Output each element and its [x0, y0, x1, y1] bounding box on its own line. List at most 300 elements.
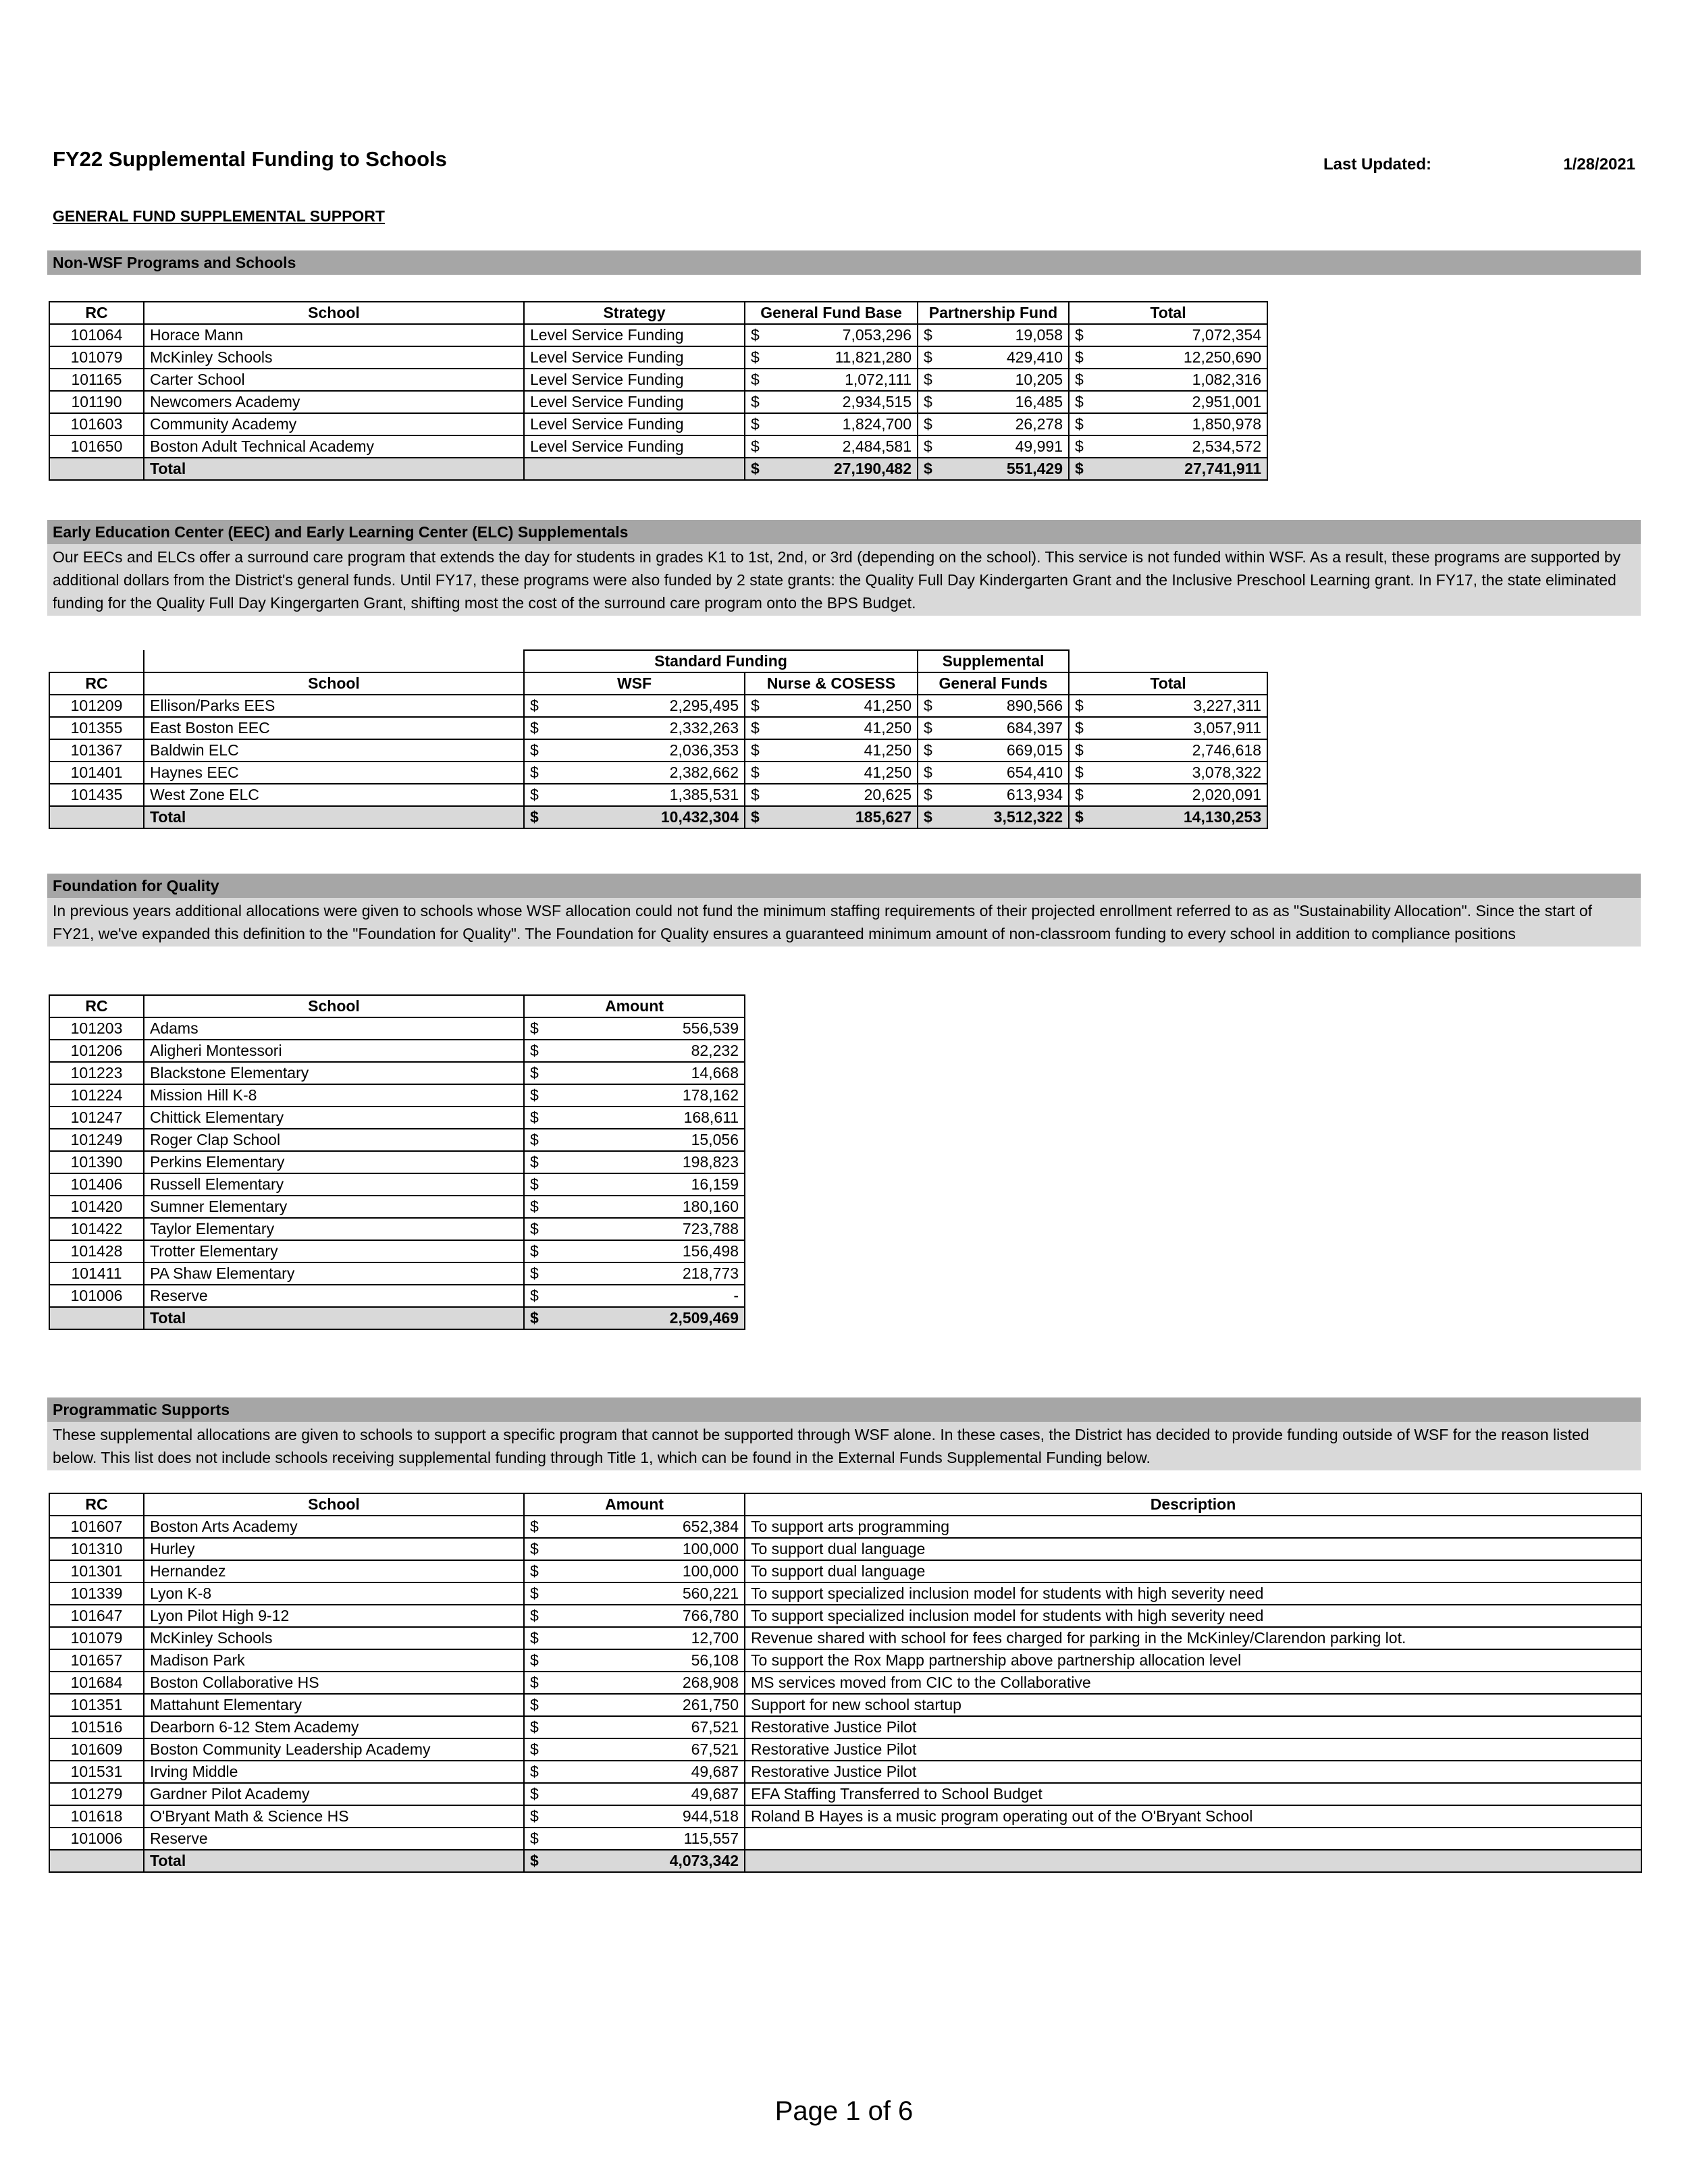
nonwsf-total-row — [49, 458, 1267, 480]
amount-value: 2,746,618 — [1192, 741, 1261, 759]
ffq-cell: Mission Hill K-8 — [144, 1084, 524, 1107]
eec-cell: 101401 — [49, 762, 144, 784]
eec-header-row — [49, 672, 1267, 695]
eec-section-bar: Early Education Center (EEC) and Early Learning Center (ELC) Supplementals — [47, 520, 1641, 544]
table-row — [49, 739, 1267, 762]
amount-value: 56,108 — [691, 1651, 739, 1669]
currency-symbol: $ — [751, 437, 760, 455]
amount-value: 2,295,495 — [669, 697, 739, 714]
amount-value: 1,082,316 — [1192, 371, 1261, 388]
amount-value: 49,687 — [691, 1763, 739, 1780]
currency-symbol: $ — [1075, 808, 1084, 826]
table-row — [49, 1151, 745, 1173]
table-row — [49, 435, 1267, 458]
amount-value: 2,509,469 — [669, 1309, 739, 1327]
nonwsf-cell: Community Academy — [144, 413, 524, 435]
prog-cell: 101310 — [49, 1538, 144, 1560]
eec-group-supplemental: Supplemental — [918, 650, 1069, 672]
prog-cell: Support for new school startup — [745, 1694, 1641, 1716]
section-heading: GENERAL FUND SUPPLEMENTAL SUPPORT — [53, 207, 385, 225]
eec-cell — [1069, 717, 1267, 739]
prog-cell — [524, 1582, 745, 1605]
nonwsf-cell: Horace Mann — [144, 324, 524, 346]
currency-symbol: $ — [751, 326, 760, 344]
prog-cell — [524, 1694, 745, 1716]
amount-value: 67,521 — [691, 1740, 739, 1758]
prog-cell: 101647 — [49, 1605, 144, 1627]
eec-cell — [745, 695, 918, 717]
page-title: FY22 Supplemental Funding to Schools — [53, 147, 447, 171]
currency-symbol: $ — [751, 808, 760, 826]
nonwsf-cell — [918, 369, 1069, 391]
table-row — [49, 1173, 745, 1196]
prog-cell: 101657 — [49, 1649, 144, 1672]
ffq-cell: 101406 — [49, 1173, 144, 1196]
ffq-table — [49, 994, 745, 1330]
table-row — [49, 1783, 1641, 1805]
eec-cell — [49, 806, 144, 828]
amount-value: - — [733, 1287, 739, 1304]
nonwsf-cell: 101064 — [49, 324, 144, 346]
eec-cell: Total — [144, 806, 524, 828]
nonwsf-cell: Level Service Funding — [524, 324, 745, 346]
prog-cell: Dearborn 6-12 Stem Academy — [144, 1716, 524, 1738]
currency-symbol: $ — [1075, 697, 1084, 714]
ffq-cell: Aligheri Montessori — [144, 1040, 524, 1062]
nonwsf-cell: Level Service Funding — [524, 413, 745, 435]
ffq-cell: Taylor Elementary — [144, 1218, 524, 1240]
amount-value: 12,250,690 — [1183, 348, 1261, 366]
prog-cell: Irving Middle — [144, 1761, 524, 1783]
eec-cell: 101435 — [49, 784, 144, 806]
table-row — [49, 1582, 1641, 1605]
prog-cell — [524, 1560, 745, 1582]
currency-symbol: $ — [530, 1718, 539, 1736]
amount-value: 669,015 — [1006, 741, 1063, 759]
ffq-cell: Trotter Elementary — [144, 1240, 524, 1262]
table-row — [49, 1285, 745, 1307]
eec-cell: Haynes EEC — [144, 762, 524, 784]
currency-symbol: $ — [530, 1175, 539, 1193]
eec-col-header: School — [144, 672, 524, 695]
amount-value: 12,700 — [691, 1629, 739, 1647]
ffq-cell: Russell Elementary — [144, 1173, 524, 1196]
table-row — [49, 1040, 745, 1062]
amount-value: 20,625 — [864, 786, 912, 803]
nonwsf-cell — [1069, 458, 1267, 480]
currency-symbol: $ — [530, 1019, 539, 1037]
amount-value: 766,780 — [682, 1607, 739, 1624]
currency-symbol: $ — [1075, 326, 1084, 344]
prog-cell: To support the Rox Mapp partnership above partnership allocation level — [745, 1649, 1641, 1672]
table-row — [49, 1218, 745, 1240]
amount-value: 3,227,311 — [1193, 697, 1261, 714]
prog-cell: Boston Collaborative HS — [144, 1672, 524, 1694]
prog-cell — [524, 1672, 745, 1694]
nonwsf-col-header: Total — [1069, 302, 1267, 324]
ffq-cell — [524, 1017, 745, 1040]
nonwsf-cell — [918, 346, 1069, 369]
eec-description: Our EECs and ELCs offer a surround care program that extends the day for students in grades K1 to 1st, 2nd, or 3rd (depending on the school). This service is not funded within WSF. As a result, these programs are supported by additional dollars from the District's general funds. Until FY17, these programs were also funded by 2 state grants: the Quality Full Day Kindergarten Grant and the Inclusive Preschool Learning grant. In FY17, the state eliminated funding for the Quality Full Day Kingergarten Grant, shifting most the cost of the surround care program onto the BPS Budget. — [47, 544, 1641, 616]
currency-symbol: $ — [924, 719, 932, 737]
amount-value: 944,518 — [682, 1807, 739, 1825]
prog-cell: Hurley — [144, 1538, 524, 1560]
eec-cell — [1069, 762, 1267, 784]
eec-cell: Ellison/Parks EES — [144, 695, 524, 717]
prog-cell: 101279 — [49, 1783, 144, 1805]
amount-value: 14,130,253 — [1183, 808, 1261, 826]
currency-symbol: $ — [924, 371, 932, 388]
currency-symbol: $ — [1075, 460, 1084, 477]
nonwsf-cell — [745, 391, 918, 413]
table-row — [49, 1649, 1641, 1672]
eec-cell — [918, 806, 1069, 828]
nonwsf-cell: Newcomers Academy — [144, 391, 524, 413]
prog-cell: Total — [144, 1850, 524, 1872]
prog-cell — [524, 1716, 745, 1738]
currency-symbol: $ — [530, 1629, 539, 1647]
currency-symbol: $ — [924, 393, 932, 410]
currency-symbol: $ — [530, 1153, 539, 1171]
prog-cell: Hernandez — [144, 1560, 524, 1582]
nonwsf-cell: 101603 — [49, 413, 144, 435]
eec-cell — [918, 762, 1069, 784]
amount-value: 49,991 — [1015, 437, 1063, 455]
ffq-cell — [524, 1151, 745, 1173]
ffq-cell: Reserve — [144, 1285, 524, 1307]
ffq-cell — [524, 1285, 745, 1307]
prog-cell: Revenue shared with school for fees charged for parking in the McKinley/Clarendon parking lot. — [745, 1627, 1641, 1649]
eec-cell — [524, 717, 745, 739]
currency-symbol: $ — [530, 1540, 539, 1557]
amount-value: 2,534,572 — [1192, 437, 1261, 455]
prog-cell — [524, 1649, 745, 1672]
amount-value: 41,250 — [864, 719, 912, 737]
ffq-description: In previous years additional allocations were given to schools whose WSF allocation could not fund the minimum staffing requirements of their projected enrollment referred to as as "Sustainability Allocation". Since the start of FY21, we've expanded this definition to the "Foundation for Quality". The Foundation for Quality ensures a guaranteed minimum amount of non-classroom funding to every school in addition to compliance positions — [47, 898, 1641, 947]
eec-cell — [745, 762, 918, 784]
prog-cell: 101618 — [49, 1805, 144, 1828]
prog-cell: Roland B Hayes is a music program operating out of the O'Bryant School — [745, 1805, 1641, 1828]
currency-symbol: $ — [530, 1696, 539, 1713]
table-row — [49, 1240, 745, 1262]
amount-value: 49,687 — [691, 1785, 739, 1803]
nonwsf-col-header: Partnership Fund — [918, 302, 1069, 324]
prog-cell — [524, 1783, 745, 1805]
currency-symbol: $ — [1075, 348, 1084, 366]
prog-table — [49, 1493, 1642, 1873]
ffq-cell — [524, 1218, 745, 1240]
nonwsf-cell — [745, 458, 918, 480]
table-row — [49, 1062, 745, 1084]
currency-symbol: $ — [530, 1740, 539, 1758]
prog-cell: McKinley Schools — [144, 1627, 524, 1649]
currency-symbol: $ — [751, 764, 760, 781]
currency-symbol: $ — [530, 808, 539, 826]
prog-cell: Madison Park — [144, 1649, 524, 1672]
amount-value: 41,250 — [864, 741, 912, 759]
amount-value: 100,000 — [682, 1562, 739, 1580]
amount-value: 429,410 — [1006, 348, 1063, 366]
eec-cell — [1069, 739, 1267, 762]
ffq-col-header: Amount — [524, 995, 745, 1017]
ffq-total-row — [49, 1307, 745, 1329]
currency-symbol: $ — [530, 1309, 539, 1327]
currency-symbol: $ — [751, 348, 760, 366]
prog-col-header: Description — [745, 1493, 1641, 1516]
nonwsf-cell — [1069, 391, 1267, 413]
currency-symbol: $ — [530, 1220, 539, 1237]
eec-cell — [1069, 695, 1267, 717]
amount-value: 3,057,911 — [1193, 719, 1261, 737]
prog-cell: To support dual language — [745, 1538, 1641, 1560]
prog-col-header: Amount — [524, 1493, 745, 1516]
amount-value: 684,397 — [1006, 719, 1063, 737]
amount-value: 19,058 — [1015, 326, 1063, 344]
prog-cell: 101609 — [49, 1738, 144, 1761]
ffq-cell: Sumner Elementary — [144, 1196, 524, 1218]
amount-value: 652,384 — [682, 1518, 739, 1535]
table-row — [49, 1516, 1641, 1538]
table-row — [49, 1017, 745, 1040]
ffq-cell: 101422 — [49, 1218, 144, 1240]
prog-cell: 101339 — [49, 1582, 144, 1605]
eec-cell: Baldwin ELC — [144, 739, 524, 762]
eec-cell — [745, 739, 918, 762]
amount-value: 268,908 — [682, 1674, 739, 1691]
currency-symbol: $ — [530, 1131, 539, 1148]
ffq-cell: Perkins Elementary — [144, 1151, 524, 1173]
prog-cell: Lyon K-8 — [144, 1582, 524, 1605]
amount-value: 82,232 — [691, 1042, 739, 1059]
ffq-cell: 101247 — [49, 1107, 144, 1129]
currency-symbol: $ — [751, 719, 760, 737]
eec-cell: East Boston EEC — [144, 717, 524, 739]
prog-cell — [524, 1516, 745, 1538]
prog-cell: Boston Community Leadership Academy — [144, 1738, 524, 1761]
amount-value: 3,078,322 — [1192, 764, 1261, 781]
table-row — [49, 1129, 745, 1151]
amount-value: 67,521 — [691, 1718, 739, 1736]
prog-cell: To support arts programming — [745, 1516, 1641, 1538]
amount-value: 178,162 — [682, 1086, 739, 1104]
nonwsf-cell: Carter School — [144, 369, 524, 391]
amount-value: 2,484,581 — [842, 437, 912, 455]
eec-cell — [524, 695, 745, 717]
nonwsf-cell — [49, 458, 144, 480]
amount-value: 185,627 — [855, 808, 912, 826]
eec-cell — [524, 739, 745, 762]
nonwsf-cell — [918, 324, 1069, 346]
eec-cell — [918, 695, 1069, 717]
prog-cell: Restorative Justice Pilot — [745, 1738, 1641, 1761]
amount-value: 10,432,304 — [660, 808, 739, 826]
nonwsf-table — [49, 301, 1268, 481]
currency-symbol: $ — [924, 437, 932, 455]
nonwsf-cell: Level Service Funding — [524, 435, 745, 458]
currency-symbol: $ — [530, 1785, 539, 1803]
eec-cell — [745, 717, 918, 739]
table-row — [49, 717, 1267, 739]
table-row — [49, 1262, 745, 1285]
nonwsf-cell — [1069, 324, 1267, 346]
eec-cell: 101355 — [49, 717, 144, 739]
currency-symbol: $ — [1075, 764, 1084, 781]
table-row — [49, 762, 1267, 784]
prog-cell: To support dual language — [745, 1560, 1641, 1582]
currency-symbol: $ — [1075, 437, 1084, 455]
eec-cell — [524, 784, 745, 806]
nonwsf-cell: Level Service Funding — [524, 346, 745, 369]
amount-value: 15,056 — [691, 1131, 739, 1148]
nonwsf-cell: Level Service Funding — [524, 369, 745, 391]
amount-value: 26,278 — [1015, 415, 1063, 433]
currency-symbol: $ — [530, 1807, 539, 1825]
prog-cell — [524, 1761, 745, 1783]
ffq-cell: 101224 — [49, 1084, 144, 1107]
prog-total-row — [49, 1850, 1641, 1872]
nonwsf-cell: 101650 — [49, 435, 144, 458]
ffq-cell: 101206 — [49, 1040, 144, 1062]
currency-symbol: $ — [530, 764, 539, 781]
prog-col-header: School — [144, 1493, 524, 1516]
currency-symbol: $ — [924, 460, 932, 477]
currency-symbol: $ — [751, 697, 760, 714]
prog-cell — [524, 1828, 745, 1850]
prog-cell: 101684 — [49, 1672, 144, 1694]
amount-value: 613,934 — [1006, 786, 1063, 803]
prog-cell — [524, 1738, 745, 1761]
ffq-col-header: RC — [49, 995, 144, 1017]
currency-symbol: $ — [530, 1264, 539, 1282]
table-row — [49, 324, 1267, 346]
amount-value: 11,821,280 — [835, 348, 912, 366]
amount-value: 551,429 — [1006, 460, 1063, 477]
nonwsf-cell — [918, 413, 1069, 435]
amount-value: 890,566 — [1006, 697, 1063, 714]
table-row — [49, 695, 1267, 717]
ffq-cell — [524, 1062, 745, 1084]
eec-col-header: RC — [49, 672, 144, 695]
amount-value: 1,824,700 — [842, 415, 912, 433]
nonwsf-header-row — [49, 302, 1267, 324]
table-row — [49, 346, 1267, 369]
amount-value: 4,073,342 — [669, 1852, 739, 1869]
table-row — [49, 1828, 1641, 1850]
currency-symbol: $ — [1075, 371, 1084, 388]
eec-cell — [1069, 784, 1267, 806]
amount-value: 7,072,354 — [1192, 326, 1261, 344]
currency-symbol: $ — [924, 326, 932, 344]
nonwsf-cell — [745, 324, 918, 346]
currency-symbol: $ — [530, 719, 539, 737]
ffq-cell: 101411 — [49, 1262, 144, 1285]
eec-cell — [745, 784, 918, 806]
currency-symbol: $ — [530, 786, 539, 803]
currency-symbol: $ — [1075, 786, 1084, 803]
currency-symbol: $ — [530, 1242, 539, 1260]
prog-cell: 101516 — [49, 1716, 144, 1738]
amount-value: 218,773 — [682, 1264, 739, 1282]
prog-cell: MS services moved from CIC to the Collaborative — [745, 1672, 1641, 1694]
table-row — [49, 1196, 745, 1218]
amount-value: 115,557 — [683, 1830, 739, 1847]
nonwsf-cell: Total — [144, 458, 524, 480]
currency-symbol: $ — [530, 741, 539, 759]
eec-col-header: Total — [1069, 672, 1267, 695]
nonwsf-section-bar: Non-WSF Programs and Schools — [47, 250, 1641, 275]
amount-value: 1,850,978 — [1192, 415, 1261, 433]
ffq-cell — [524, 1307, 745, 1329]
amount-value: 156,498 — [682, 1242, 739, 1260]
currency-symbol: $ — [530, 1584, 539, 1602]
nonwsf-cell — [918, 391, 1069, 413]
eec-cell — [918, 717, 1069, 739]
eec-col-header: WSF — [524, 672, 745, 695]
amount-value: 2,332,263 — [669, 719, 739, 737]
prog-cell — [524, 1538, 745, 1560]
last-updated-date: 1/28/2021 — [1563, 155, 1635, 174]
ffq-cell: Roger Clap School — [144, 1129, 524, 1151]
ffq-cell — [524, 1240, 745, 1262]
nonwsf-cell — [1069, 413, 1267, 435]
ffq-cell: 101420 — [49, 1196, 144, 1218]
currency-symbol: $ — [530, 1562, 539, 1580]
currency-symbol: $ — [530, 1086, 539, 1104]
currency-symbol: $ — [530, 1064, 539, 1082]
prog-cell: Gardner Pilot Academy — [144, 1783, 524, 1805]
amount-value: 1,385,531 — [669, 786, 739, 803]
currency-symbol: $ — [530, 1198, 539, 1215]
amount-value: 41,250 — [864, 764, 912, 781]
ffq-cell — [524, 1084, 745, 1107]
nonwsf-cell — [1069, 369, 1267, 391]
table-row — [49, 1716, 1641, 1738]
currency-symbol: $ — [1075, 415, 1084, 433]
ffq-cell: 101249 — [49, 1129, 144, 1151]
table-row — [49, 1761, 1641, 1783]
page-number: Page 1 of 6 — [774, 2096, 914, 2126]
prog-cell — [524, 1805, 745, 1828]
currency-symbol: $ — [530, 1109, 539, 1126]
amount-value: 556,539 — [682, 1019, 739, 1037]
nonwsf-col-header: General Fund Base — [745, 302, 918, 324]
currency-symbol: $ — [751, 786, 760, 803]
currency-symbol: $ — [924, 348, 932, 366]
currency-symbol: $ — [1075, 719, 1084, 737]
prog-cell: 101301 — [49, 1560, 144, 1582]
eec-group-empty — [49, 650, 144, 672]
currency-symbol: $ — [924, 764, 932, 781]
ffq-cell — [524, 1173, 745, 1196]
last-updated-label: Last Updated: — [1323, 155, 1432, 174]
prog-cell: Reserve — [144, 1828, 524, 1850]
currency-symbol: $ — [530, 1518, 539, 1535]
amount-value: 180,160 — [682, 1198, 739, 1215]
prog-cell: 101607 — [49, 1516, 144, 1538]
currency-symbol: $ — [530, 1651, 539, 1669]
currency-symbol: $ — [530, 1852, 539, 1869]
nonwsf-cell: 101165 — [49, 369, 144, 391]
currency-symbol: $ — [751, 371, 760, 388]
table-row — [49, 1605, 1641, 1627]
prog-header-row — [49, 1493, 1641, 1516]
ffq-cell: Total — [144, 1307, 524, 1329]
amount-value: 2,020,091 — [1192, 786, 1261, 803]
table-row — [49, 1560, 1641, 1582]
prog-cell — [49, 1850, 144, 1872]
eec-cell — [745, 806, 918, 828]
nonwsf-cell — [1069, 435, 1267, 458]
